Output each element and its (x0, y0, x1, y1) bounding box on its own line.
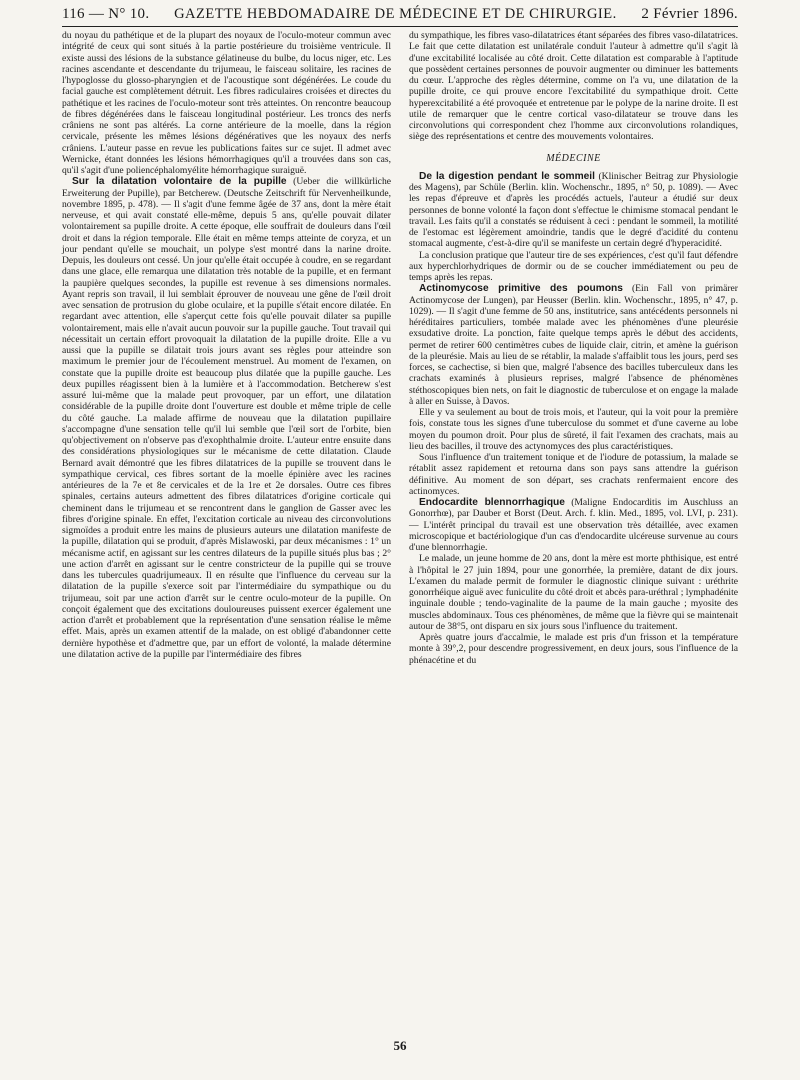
article-body: (Ueber die willkürliche Erweiterung der Pupille), par Betcherew. (Deutsche Zeitschrift für Nervenheilkunde, novembre 1895, p. 478). — Il s'agit d'une femme âgée de 37 ans, dont la mère était nerveuse, et qui avait constaté elle-même, depuis 5 ans, qu'elle pouvait dilater volontairement sa pupille droite. A cette époque, elle souffrait de douleurs dans l'œil droit et dans la région temporale. Elle était en même temps atteinte de coryza, et un jour pendant qu'elle se mouchait, un polype s'est montré dans la narine droite. Depuis, les douleurs ont cessé. Un jour qu'elle était occupée à coudre, en se regardant dans une glace, elle remarqua une dilatation très notable de la pupille, et en fermant la paupière quelques secondes, la pupille est revenue à ses dimensions normales. Ayant repris son travail, il lui semblait éprouver de nouveau une gêne de l'œil droit avec sensation de protrusion du globe oculaire, et la pupille s'était encore dilatée. En regardant avec attention, elle s'aperçut cette fois qu'elle pouvait dilater sa pupille volontairement, mais elle n'avait aucun pouvoir sur la pupille gauche. Tout travail qui nécessitait un certain effort provoquait la dilatation de la pupille droite. Elle a vu aussi que la pupille se dilatait trois jours avant ses règles pour atteindre son maximum le premier jour de l'écoulement menstruel. Au moment de l'examen, on constate que la pupille droite est beaucoup plus dilatée que la pupille gauche. Les deux pupilles réagissent bien à la lumière et à l'accommodation. Betcherew s'est assuré lui-même que la malade peut provoquer, par un effort, une dilatation considérable de la pupille droite dont l'ouverture est double et même triple de celle du côté gauche. La malade affirme de nouveau que la dilatation pupillaire s'accompagne d'une sensation telle qu'il lui semble que l'œil sort de l'orbite, bien qu'objectivement on n'observe pas d'exophthalmie droite. L'auteur entre ensuite dans des considérations physiologiques sur le mécanisme de cette dilatation. Claude Bernard avait démontré que les fibres dilatatrices de la pupille se trouvent dans le sympathique cervical, ces fibres sortant de la moelle épinière avec les racines antérieures de la 7e et 8e cervicales et de la 1re et 2e dorsales. Outre ces fibres spinales, certains auteurs admettent des fibres dilatatrices d'origine corticale qui cheminent dans le trijumeau et se rencontrent dans le ganglion de Gasser avec les fibres d'origine spinale. En effet, l'excitation corticale au niveau des circonvolutions sigmoïdes a produit entre les mains de plusieurs auteurs une dilatation manifeste de la pupille, dilatation qui se produit, d'après Mislawoski, par deux mécanismes : 1° un mécanisme actif, en agissant sur les centres dilateurs de la pupille situés plus bas ; 2° une action d'arrêt en agissant sur le centre constricteur de la pupille qui se trouve dans les tubercules quadrijumeaux. Il en résulte que l'influence du cerveau sur la dilatation de la pupille s'exerce soit par l'intermédiaire du sympathique ou du trijumeau, soit par une action d'arrêt sur le centre oculo-moteur de la pupille. On conçoit également que des excitations douloureuses puissent exercer également une action d'arrêt et probablement que la représentation d'une sensation réalise le même effet. Mais, après un examen attentif de la malade, on est obligé d'abandonner cette dernière hypothèse et d'admettre que, par un effort de volonté, la malade détermine une dilatation active de la pupille par l'intermédiaire des fibres (62, 176, 391, 660)
page-reference: 116 — N° 10. (62, 6, 150, 22)
continued-paragraph: du sympathique, les fibres vaso-dilatatrices étant séparées des fibres vaso-dilatatrices. Le fait que cette dilatation est unilatérale conduit l'auteur à admettre qu'il s'agit là d'une excitabilité localisée au côté droit. Cette dilatation est comparable à l'aptitude que possèdent certaines personnes de pouvoir augmenter ou diminuer les battements du cœur. L'approche des règles détermine, comme on l'a vu, une dilatation de la pupille droite, ce qui prouve encore l'excitabilité du sympathique droit. Cette hyperexcitabilité a été provoquée et entretenue par le polype de la narine droite. Il est utile de remarquer que le centre cortical vaso-dilatateur se trouve dans les circonvolutions qui correspondent chez l'homme aux circonvolutions rolandiques, siège des représentations et centre des mouvements volontaires. (409, 30, 739, 143)
article-body: (Maligne Endocarditis im Auschluss an Gonorrhœ), par Dauber et Borst (Deut. Arch. f. klin. Med., 1895, vol. LVI, p. 231). — L'intérêt principal du travail est une observation très détaillée, avec examen microscopique et bactériologique d'un cas d'endocardite ulcéreuse survenue au cours d'une blennorrhagie. (409, 497, 738, 553)
article-endocardite (409, 497, 738, 553)
paragraph: Le malade, un jeune homme de 20 ans, dont la mère est morte phthisique, est entré à l'hôpital le 27 juin 1894, pour une gonorrhée, la première, datant de dix jours. L'examen du malade permit de formuler le diagnostic clinique suivant : uréthrite gonorrhéique aiguë avec funiculite du côté droit et abcès para-uréthral ; lymphadénite inguinale double ; tendo-vaginalite de la paume de la main gauche ; myosite des muscles abdominaux. Tous ces phénomènes, de même que la fièvre qui se maintenait autour de 38°5, ont disparu en six jours sous l'influence du traitement. (409, 553, 738, 632)
article-digestion (409, 171, 738, 250)
article-actinomycose (409, 283, 738, 407)
continued-paragraph: du noyau du pathétique et de la plupart des noyaux de l'oculo-moteur commun avec intégrité de ceux qui sont situés à la partie postérieure du troisième ventricule. Il existe aussi des lésions de la substance gélatineuse du bulbe, du locus niger, etc. Les racines ascendante et descendante du trijumeau, le faisceau solitaire, les racines de l'hypoglosse du glosso-pharyngien et de l'acoustique sont dégénérées. Le coude du facial gauche est complètement détruit. Les fibres radiculaires croisées et directes du pathétique et les racines de l'oculo-moteur sont très atteintes. On rencontre beaucoup de fibres dégénérées dans le faisceau longitudinal postérieur. Les troncs des nerfs crâniens ne sont pas altérés. La corne antérieure de la moelle, dans la région cervicale, présente les mêmes lésions dégénératives que les noyaux des nerfs crâniens. L'auteur passe en revue les publications faites sur ce sujet. Il admet avec Wernicke, étant données les lésions hémorrhagiques qu'il a trouvées dans son cas, qu'il s'agit d'une poliencéphalomyélite hémorrhagique suraiguë. (62, 30, 391, 176)
right-column (409, 30, 738, 666)
paragraph: Elle y va seulement au bout de trois mois, et l'auteur, qui la voit pour la première fois, constate tous les signes d'une tuberculose du sommet et d'une caverne au lobe moyen du poumon droit. Pour plus de sûreté, il fait l'examen des crachats, mais au lieu des bacilles, il trouve des actynomyces des plus caractéristiques. (409, 407, 738, 452)
article-title: Actinomycose primitive des poumons (419, 283, 623, 295)
article-title: De la digestion pendant le sommeil (419, 170, 595, 182)
article-title: Endocardite blennorrhagique (419, 497, 565, 508)
article-body: (Klinischer Beitrag zur Physiologie des Magens), par Schüle (Berlin. klin. Wochenschr., 1895, n° 50, p. 1089). — Avec les repas d'épreuve et d'après les procédés actuels, l'auteur a étudié sur deux personnes de bonne volonté la façon dont s'effectue le chimisme stomacal pendant le travail. Les faits qu'il a constatés se réduisent à ceci : pendant le sommeil, la motilité de l'estomac est légèrement amoindrie, tandis que le degré d'acidité du contenu stomacal augmente, c'est-à-dire qu'il se manifeste un certain degré d'hyperacidité. (409, 170, 738, 250)
journal-title: GAZETTE HEBDOMADAIRE DE MÉDECINE ET DE CHIRURGIE. (174, 6, 617, 22)
paragraph: Sous l'influence d'un traitement tonique et de l'iodure de potassium, la malade se rétablit assez rapidement et retourna dans son pays sans attendre la guérison définitive. Au moment de son départ, ses crachats renfermaient encore des actinomyces. (409, 452, 738, 497)
article-pupille (62, 176, 391, 660)
paragraph: Après quatre jours d'accalmie, le malade est pris d'un frisson et la température monte à 39°,2, pour descendre progressivement, en deux jours, sous l'influence de la phénacétine et du (409, 632, 738, 666)
article-title: Sur la dilatation volontaire de la pupille (72, 176, 287, 188)
left-column (62, 30, 391, 666)
running-header (62, 6, 738, 27)
text-columns (62, 30, 738, 666)
section-heading: MÉDECINE (546, 152, 601, 164)
article-body: (Ein Fall von primärer Actinomycose der Lungen), par Heusser (Berlin. klin. Wochenschr., 1895, n° 47, p. 1029). — Il s'agit d'une femme de 50 ans, institutrice, sans antécédents personnels ni héréditaires particuliers, tombée malade avec les phénomènes d'une pleurésie exsudative droite. La ponction, faite quelque temps après le début des accidents, permet de retirer 600 centimètres cubes de liquide clair, citrin, et amène la guérison de la pleurésie. Mais au lieu de se rétablir, la malade s'affaiblit tous les jours, perd ses forces, se cachectise, si bien que, malgré l'absence des bacilles tuberculeux dans les crachats examinés à plusieurs reprises, malgré l'absence de phénomènes stéthoscopiques bien nets, on fait le diagnostic de tuberculose et on engage la malade à aller en Suisse, à Davos. (409, 283, 738, 407)
paragraph: La conclusion pratique que l'auteur tire de ses expériences, c'est qu'il faut défendre aux hyperchlorhydriques de dormir ou de se coucher immédiatement ou peu de temps après les repas. (409, 249, 738, 283)
issue-date: 2 Février 1896. (641, 6, 738, 22)
page-number: 56 (393, 1038, 407, 1053)
